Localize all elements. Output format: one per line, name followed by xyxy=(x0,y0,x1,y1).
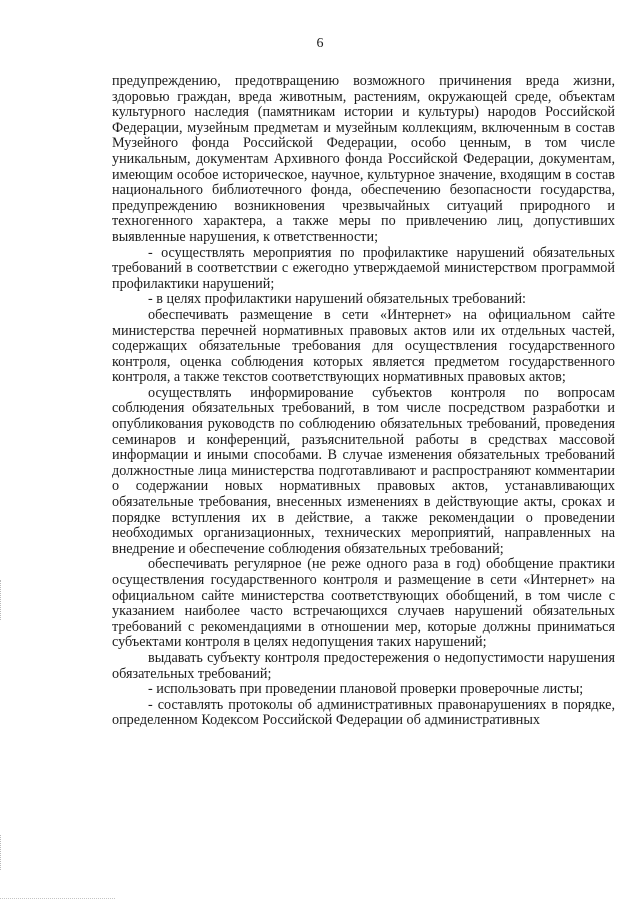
paragraph: предупреждению, предотвращению возможного причинения вреда жизни, здоровью граждан, вреда животным, растениям, окружающей среде, объектам культурного наследия (памятникам истории и культуры) народов Российской Федерации, музейным предметам и музейным коллекциям, включенным в состав Музейного фонда Российской Федерации, особо ценным, в том числе уникальным, документам Архивного фонда Российской Федерации, документам, имеющим особое историческое, научное, культурное значение, входящим в состав национального библиотечного фонда, обеспечению безопасности государства, предупреждению возникновения чрезвычайных ситуаций природного и техногенного характера, а также меры по привлечению лиц, допустивших выявленные нарушения, к ответственности; xyxy=(112,73,615,245)
document-body xyxy=(112,74,615,729)
paragraph: - использовать при проведении плановой проверки проверочные листы; xyxy=(148,681,584,698)
paragraph: обеспечивать регулярное (не реже одного раза в год) обобщение практики осуществления государственного контроля и размещение в сети «Интернет» на официальном сайте министерства соответствующих обобщений, в том числе с указанием наиболее часто встречающихся случаев нарушений обязательных требований с рекомендациями в отношении мер, которые должны приниматься субъектами контроля в целях недопущения таких нарушений; xyxy=(112,556,615,651)
paragraph: выдавать субъекту контроля предостережения о недопустимости нарушения обязательных требований; xyxy=(112,649,615,682)
paragraph: обеспечивать размещение в сети «Интернет» на официальном сайте министерства перечней нормативных правовых актов или их отдельных частей, содержащих обязательные требования для осуществления государственного контроля, оценка соблюдения которых является предметом государственного контроля, а также текстов соответствующих нормативных правовых актов; xyxy=(112,306,615,386)
paragraph: - в целях профилактики нарушений обязательных требований: xyxy=(148,291,526,308)
paragraph: - составлять протоколы об административных правонарушениях в порядке, определенном Кодексом Российской Федерации об административных xyxy=(112,696,615,729)
paragraph: осуществлять информирование субъектов контроля по вопросам соблюдения обязательных требований, в том числе посредством разработки и опубликования руководств по соблюдению обязательных требований, проведения семинаров и конференций, разъяснительной работы в средствах массовой информации и иными способами. В случае изменения обязательных требований должностные лица министерства подготавливают и распространяют комментарии о содержании новых нормативных правовых актов, устанавливающих обязательные требования, внесенных изменениях в действующие акты, сроках и порядке вступления их в действие, а также рекомендации о проведении необходимых организационных, технических мероприятий, направленных на внедрение и обеспечение соблюдения обязательных требований; xyxy=(112,384,615,557)
scan-artifact xyxy=(0,580,5,620)
scan-artifact xyxy=(0,835,5,870)
page-number: 6 xyxy=(316,36,324,51)
paragraph: - осуществлять мероприятия по профилактике нарушений обязательных требований в соответствии с ежегодно утверждаемой министерством программой профилактики нарушений; xyxy=(112,244,615,292)
scan-artifact xyxy=(0,898,115,899)
